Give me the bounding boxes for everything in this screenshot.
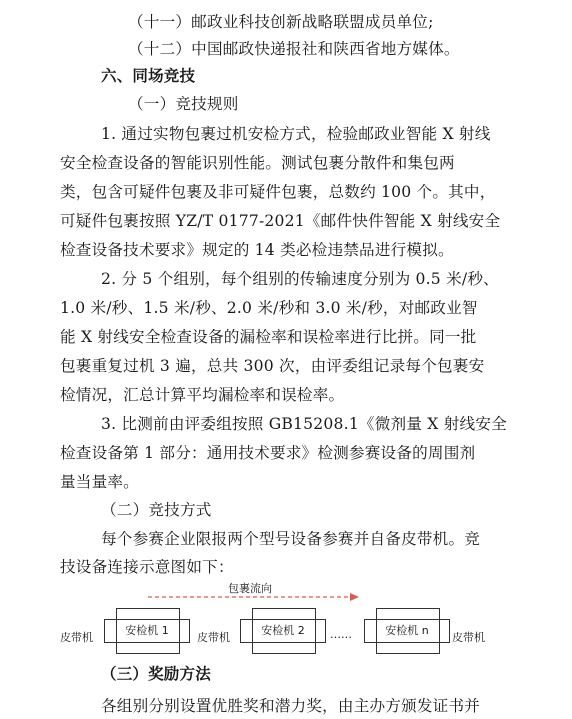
belt-conveyor-label: 皮带机 [452, 631, 485, 644]
ellipsis: …… [330, 628, 352, 641]
paragraph-line: 1.0 米/秒、1.5 米/秒、2.0 米/秒和 3.0 米/秒，对邮政业智 [60, 299, 478, 317]
paragraph-line: 检查设备技术要求》规定的 14 类必检违禁品进行模拟。 [60, 241, 454, 259]
flow-direction-label: 包裹流向 [228, 582, 272, 595]
paragraph-line: 1. 通过实物包裹过机安检方式，检验邮政业智能 X 射线 [101, 125, 491, 143]
paragraph-line: 能 X 射线安全检查设备的漏检率和误检率进行比拼。同一批 [60, 328, 477, 346]
subsection-heading-3: （三）奖励方法 [101, 664, 211, 683]
subsection-heading-2: （二）竞技方式 [101, 501, 212, 519]
paragraph-line: 包裹重复过机 3 遍，总共 300 次，由评委组记录每个包裹安 [60, 357, 485, 375]
equipment-connection-diagram [60, 578, 530, 658]
paragraph-line: 可疑件包裹按照 YZ/T 0177-2021《邮件快件智能 X 射线安全 [60, 212, 501, 230]
xray-machine-n: 安检机 n [364, 619, 450, 643]
paragraph-line: 类，包含可疑件包裹及非可疑件包裹，总数约 100 个。其中， [60, 183, 496, 201]
paragraph-line: 各组别分别设置优胜奖和潜力奖，由主办方颁发证书并 [101, 697, 481, 715]
belt-conveyor-label: 皮带机 [60, 631, 93, 644]
paragraph-line: 安全检查设备的智能识别性能。测试包裹分散件和集包两 [60, 154, 455, 172]
belt-conveyor-label: 皮带机 [197, 631, 230, 644]
paragraph-line: 每个参赛企业限报两个型号设备参赛并自备皮带机。竞 [101, 530, 481, 548]
paragraph-line: 检查设备第 1 部分：通用技术要求》检测参赛设备的周围剂 [60, 444, 476, 462]
list-item-11: （十一）邮政业科技创新战略联盟成员单位; [128, 13, 434, 31]
list-item-12: （十二）中国邮政快递报社和陕西省地方媒体。 [128, 40, 460, 58]
paragraph-line: 检情况，汇总计算平均漏检率和误检率。 [60, 386, 345, 404]
xray-machine-2: 安检机 2 [240, 619, 326, 643]
subsection-heading-1: （一）竞技规则 [128, 95, 239, 113]
paragraph-line: 技设备连接示意图如下： [60, 558, 234, 576]
paragraph-line: 量当量率。 [60, 473, 139, 491]
section-heading-6: 六、同场竞技 [101, 66, 196, 85]
xray-machine-1: 安检机 1 [104, 619, 190, 643]
paragraph-line: 2. 分 5 个组别，每个组别的传输速度分别为 0.5 米/秒、 [101, 270, 499, 288]
paragraph-line: 3. 比测前由评委组按照 GB15208.1《微剂量 X 射线安全 [101, 415, 507, 433]
